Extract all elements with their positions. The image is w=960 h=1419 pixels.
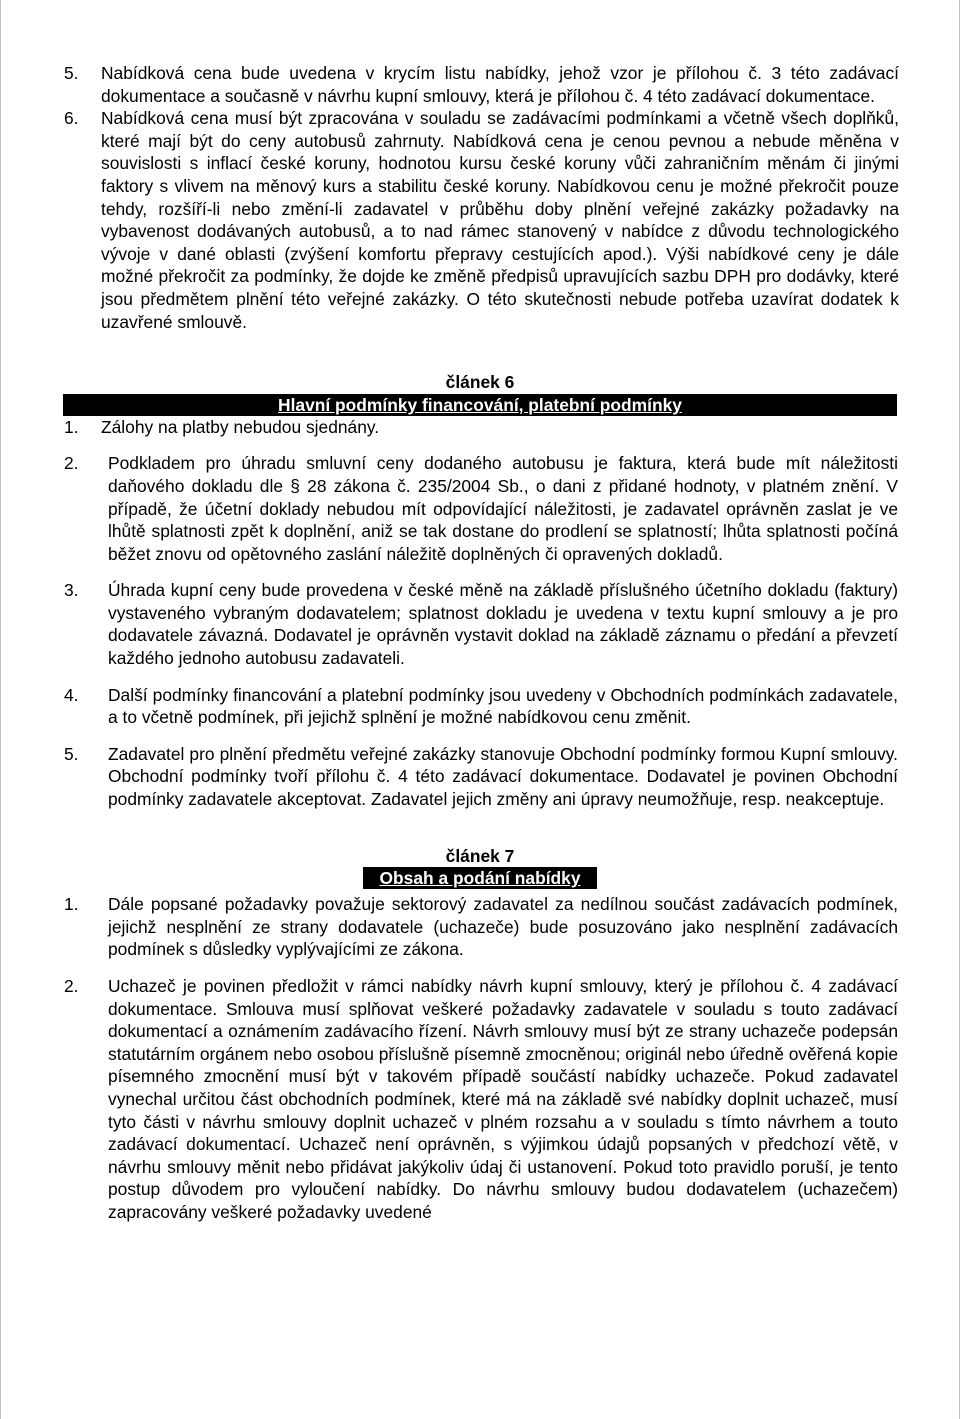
item-text: Zadavatel pro plnění předmětu veřejné zakázky stanovuje Obchodní podmínky formou Kupní smlouvy. Obchodní podmínky tvoří přílohu č. 4 této zadávací dokumentace. Dodavatel je povinen Obchodní podmínky zadavatele akceptovat. Zadavatel jejich změny ani úpravy neumožňuje, resp. neakceptuje.: [108, 743, 898, 810]
article-7-heading: [363, 845, 597, 890]
item-number: 3.: [64, 580, 79, 601]
article-title: Hlavní podmínky financování, platební podmínky: [63, 394, 897, 416]
list-item: [64, 452, 898, 565]
list-item: [64, 416, 898, 439]
item-number: 5.: [64, 63, 79, 83]
item-text: Zálohy na platby nebudou sjednány.: [101, 416, 380, 437]
item-number: 2.: [64, 453, 79, 474]
list-item: [64, 975, 898, 1224]
list-item: [64, 107, 899, 333]
list-item: [64, 684, 898, 729]
item-text: Nabídková cena musí být zpracována v souladu se zadávacími podmínkami a včetně všech doplňků, které mají být do ceny autobusů zahrnuty. Nabídková cena je cenou pevnou a nebude měněna v souvislosti s inflací české koruny, hodnotou kursu české koruny vůči zahraničním měnám či jinými faktory s vlivem na měnový kurs a stabilitu české koruny. Nabídkovou cenu je možné překročit pouze tehdy, rozšíří-li nebo změní-li zadavatel v průběhu doby plnění veřejné zakázky požadavky na vybavenost dodávaných autobusů, a to nad rámec stanovený v nabídce z důvodu technologického vývoje v dané oblasti (zvýšení komfortu přepravy cestujících apod.). Výši nabídkové ceny je dále možné překročit za podmínky, že dojde ke změně předpisů upravujících sazbu DPH pro dodávky, které jsou předmětem plnění této veřejné zakázky. O této skutečnosti nebude potřeba uzavírat dodatek k uzavřené smlouvě.: [101, 108, 899, 332]
list-item: [64, 62, 899, 107]
item-text: Uchazeč je povinen předložit v rámci nabídky návrh kupní smlouvy, který je přílohou č. 4 zadávací dokumentace. Smlouva musí splňovat veškeré požadavky zadavatele v souladu s touto zadávací dokumentací a oznámením zadávacího řízení. Návrh smlouvy musí být ze strany uchazeče podepsán statutárním orgánem nebo osobou příslušně písemně zmocněnou; originál nebo úředně ověřená kopie písemného zmocnění musí být v takovém případě součástí nabídky uchazeče. Pokud zadavatel vynechal určitou část obchodních podmínek, které má na základě své nabídky doplnit uchazeč, musí tyto části v návrhu smlouvy doplnit uchazeč v plném rozsahu a v souladu s tímto návrhem a touto zadávací dokumentací. Uchazeč není oprávněn, s výjimkou údajů popsaných v předchozí větě, v návrhu smlouvy měnit nebo přidávat jakýkoliv údaj či ustanovení. Pokud toto pravidlo poruší, je tento postup důvodem pro vyloučení nabídky. Do návrhu smlouvy budou dodavatelem (uchazečem) zapracovány veškeré požadavky uvedené: [108, 976, 898, 1222]
item-text: Nabídková cena bude uvedena v krycím listu nabídky, jehož vzor je přílohou č. 3 této zadávací dokumentace a současně v návrhu kupní smlouvy, která je přílohou č. 4 této zadávací dokumentace.: [101, 63, 899, 106]
article-number: článek 7: [445, 845, 515, 866]
article-title: Obsah a podání nabídky: [363, 867, 597, 889]
item-number: 1.: [64, 894, 79, 915]
article-7-list: [1, 893, 959, 1223]
previous-article-list: [1, 62, 959, 333]
item-number: 1.: [64, 416, 79, 437]
item-text: Úhrada kupní ceny bude provedena v české měně na základě příslušného účetního dokladu (faktury) vystaveného vybraným dodavatelem; splatnost dokladu je uvedena v textu kupní smlouvy a je pro dodavatele závazná. Dodavatel je oprávněn vystavit doklad na základě záznamu o předání a převzetí každého jednoho autobusu zadavateli.: [108, 580, 898, 669]
list-item: [64, 893, 898, 961]
article-6-list: [1, 416, 959, 811]
item-number: 4.: [64, 684, 79, 705]
item-text: Dále popsané požadavky považuje sektorový zadavatel za nedílnou součást zadávacích podmínek, jejichž nesplnění ze strany dodavatele (uchazeče) bude posuzováno jako nesplnění zadávacích podmínek s důsledky vyplývajícími ze zákona.: [108, 894, 898, 960]
item-number: 6.: [64, 108, 79, 129]
list-item: [64, 579, 898, 669]
article-6-heading: [63, 371, 897, 416]
item-text: Další podmínky financování a platební podmínky jsou uvedeny v Obchodních podmínkách zadavatele, a to včetně podmínek, při jejichž splnění je možné nabídkovou cenu změnit.: [108, 684, 898, 728]
item-number: 5.: [64, 743, 79, 764]
item-text: Podkladem pro úhradu smluvní ceny dodaného autobusu je faktura, která bude mít náležitosti daňového dokladu dle § 28 zákona č. 235/2004 Sb., o dani z přidané hodnoty, v platném znění. V případě, že účetní doklady nebudou mít odpovídající náležitosti, je zadavatel oprávněn zaslat je ve lhůtě splatnosti zpět k doplnění, aniž se tak dostane do prodlení se splatností; lhůta splatnosti počíná běžet znovu od opětovného zaslání náležitě doplněných či opravených dokladů.: [108, 453, 898, 564]
document-page: [1, 0, 959, 1224]
article-number: článek 6: [445, 372, 515, 393]
list-item: [64, 743, 898, 811]
item-number: 2.: [64, 976, 79, 996]
